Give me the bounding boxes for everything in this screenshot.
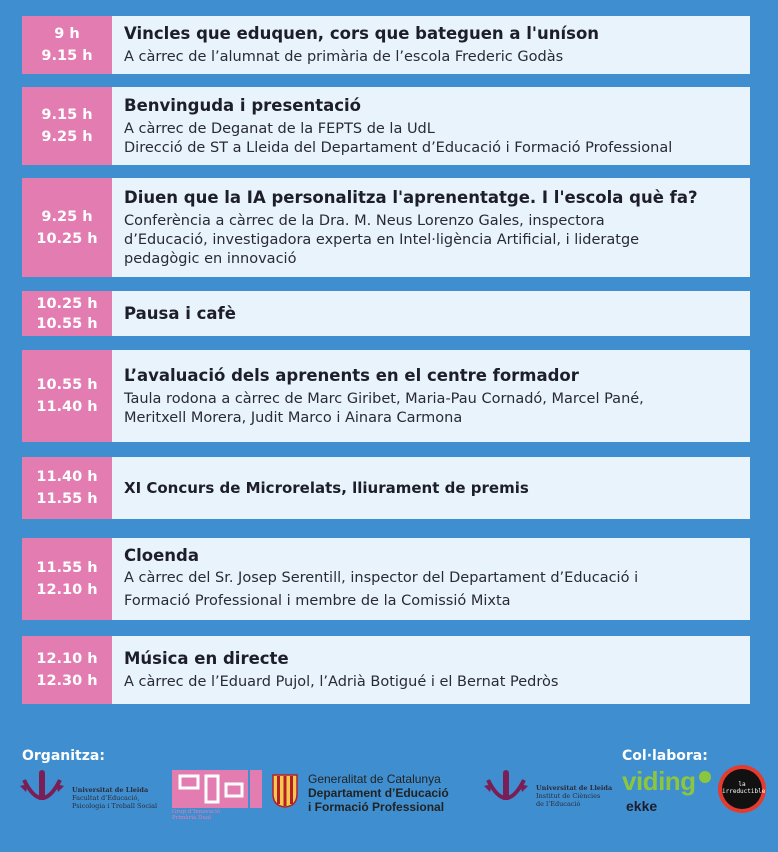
irreductible-line1: la — [738, 781, 746, 788]
description-line: A càrrec del Sr. Josep Serentill, inspector del Departament d’Educació i — [124, 570, 639, 586]
session-description — [124, 673, 750, 692]
session-description — [124, 120, 750, 158]
end-time: 9.15 h — [41, 48, 93, 64]
session-title: Pausa i cafè — [124, 303, 236, 323]
end-time: 9.25 h — [41, 129, 93, 145]
end-time: 10.25 h — [36, 230, 98, 247]
description-line: Taula rodona a càrrec de Marc Giribet, Maria-Pau Cornadó, Marcel Pané, — [124, 390, 644, 407]
start-time: 10.55 h — [36, 377, 98, 393]
session-row — [22, 457, 750, 519]
session-row — [22, 350, 750, 442]
session-content — [112, 87, 750, 165]
col-labora-label: Col·labora: — [622, 748, 708, 764]
session-time — [22, 350, 112, 442]
start-time: 11.40 h — [36, 469, 98, 485]
session-content — [112, 457, 750, 519]
gencat-line3: i Formació Professional — [308, 800, 445, 814]
udl-emblem-icon — [18, 770, 66, 814]
udl1-line1: Universitat de Lleida — [72, 786, 149, 794]
udl2-line1: Universitat de Lleida — [536, 784, 613, 792]
session-row — [22, 178, 750, 277]
session-time — [22, 291, 112, 336]
session-description — [124, 567, 750, 613]
session-content — [112, 291, 750, 336]
session-time — [22, 636, 112, 704]
udl-fepts-logo — [18, 770, 168, 816]
viding-logo — [622, 766, 718, 818]
end-time: 12.10 h — [36, 582, 98, 598]
session-description — [124, 390, 750, 428]
viding-badge-icon — [698, 770, 712, 784]
session-content — [112, 16, 750, 74]
description-line: A càrrec de l’Eduard Pujol, l’Adrià Botigué i el Bernat Pedròs — [124, 674, 559, 690]
irreductible-line2: irreductible — [722, 788, 766, 795]
start-time: 9 h — [54, 26, 80, 42]
session-title: Cloenda — [124, 546, 199, 565]
description-line: A càrrec de l’alumnat de primària de l’escola Frederic Godàs — [124, 49, 564, 65]
start-time: 12.10 h — [36, 651, 98, 667]
end-time: 11.40 h — [36, 399, 98, 415]
session-time — [22, 87, 112, 165]
gencat-line2: Departament d’Educació — [308, 786, 449, 800]
session-row — [22, 636, 750, 704]
description-line: Conferència a càrrec de la Dra. M. Neus Lorenzo Gales, inspectora — [124, 212, 605, 229]
start-time: 9.15 h — [41, 107, 93, 123]
grup-innovacio-logo — [172, 770, 264, 820]
udl-emblem-icon — [482, 770, 530, 814]
gencat-line1: Generalitat de Catalunya — [308, 772, 441, 786]
description-line: A càrrec de Deganat de la FEPTS de la UdL — [124, 120, 435, 137]
session-time — [22, 178, 112, 277]
session-time — [22, 538, 112, 620]
session-description — [124, 48, 750, 67]
session-title: Diuen que la IA personalitza l'aprenentatge. I l'escola què fa? — [124, 187, 698, 207]
ekke-wordmark: ekke — [626, 798, 658, 814]
session-row — [22, 291, 750, 336]
session-content — [112, 538, 750, 620]
start-time: 9.25 h — [41, 208, 93, 225]
session-title: XI Concurs de Microrelats, lliurament de premis — [124, 479, 529, 497]
session-row — [22, 87, 750, 165]
session-title: L’avaluació dels aprenents en el centre formador — [124, 365, 579, 385]
session-title: Benvinguda i presentació — [124, 95, 362, 115]
irreductible-logo — [718, 765, 766, 813]
udl1-line3: Psicologia i Treball Social — [72, 802, 158, 810]
session-title: Vincles que eduquen, cors que bateguen a l'uníson — [124, 24, 600, 43]
grup-line2: Primària Dual — [172, 815, 211, 821]
session-content — [112, 636, 750, 704]
description-line: d’Educació, investigadora experta en Intel·ligència Artificial, i lideratge — [124, 231, 640, 248]
start-time: 10.25 h — [36, 295, 98, 312]
session-title: Música en directe — [124, 649, 289, 668]
session-content — [112, 178, 750, 277]
end-time: 10.55 h — [36, 315, 98, 332]
session-time — [22, 457, 112, 519]
udl1-line2: Facultat d’Educació, — [72, 794, 140, 802]
udl-ice-logo — [482, 770, 612, 816]
end-time: 12.30 h — [36, 673, 98, 689]
generalitat-logo — [272, 772, 472, 818]
description-line: Meritxell Morera, Judit Marco i Ainara Carmona — [124, 409, 463, 426]
session-row — [22, 538, 750, 620]
grup-innovacio-graphic-icon — [172, 770, 264, 808]
session-description — [124, 212, 750, 269]
session-content — [112, 350, 750, 442]
udl2-line2: Institut de Ciències — [536, 792, 601, 800]
session-row — [22, 16, 750, 74]
generalitat-senyera-icon — [272, 774, 298, 808]
description-line: Direcció de ST a Lleida del Departament d’Educació i Formació Professional — [124, 139, 673, 156]
udl2-line3: de l’Educació — [536, 800, 581, 808]
grup-line1: Grup d’Innovació — [172, 809, 221, 815]
start-time: 11.55 h — [36, 560, 98, 576]
end-time: 11.55 h — [36, 491, 98, 507]
session-time — [22, 16, 112, 74]
viding-wordmark: viding — [622, 766, 696, 796]
description-line: pedagògic en innovació — [124, 250, 297, 267]
organitza-label: Organitza: — [22, 748, 105, 764]
description-line: Formació Professional i membre de la Comissió Mixta — [124, 593, 511, 609]
